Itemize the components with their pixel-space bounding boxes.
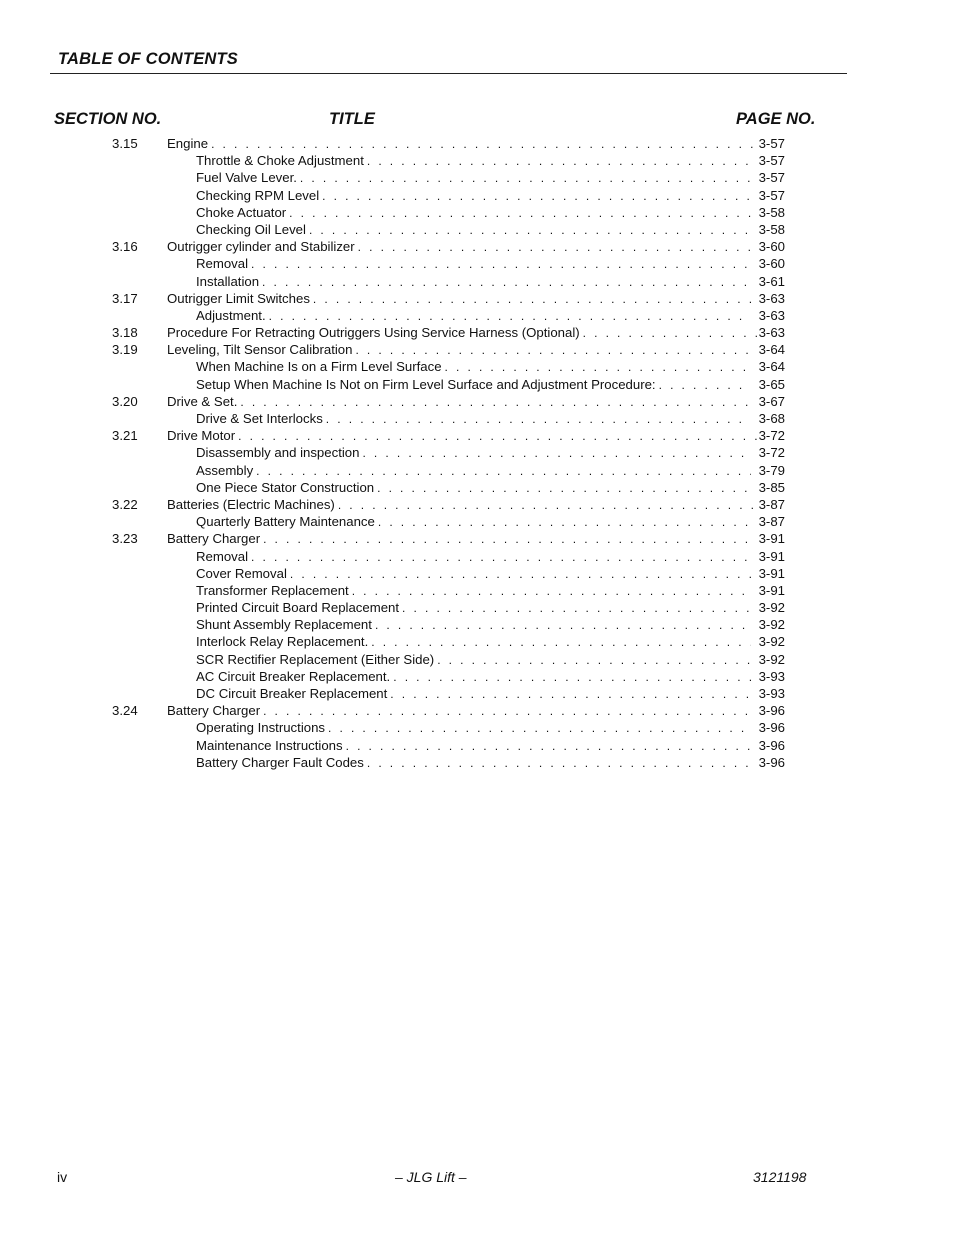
toc-entry-title: Interlock Relay Replacement.: [196, 634, 369, 650]
toc-list: [0, 135, 954, 771]
toc-subsection-row[interactable]: [0, 582, 954, 599]
toc-page-number: 3-87: [758, 496, 785, 512]
dot-leader: [263, 531, 757, 548]
toc-subsection-row[interactable]: [0, 685, 954, 702]
toc-subsection-row[interactable]: [0, 565, 954, 582]
dot-leader: [263, 703, 757, 720]
toc-subsection-row[interactable]: [0, 513, 954, 530]
toc-section-number: 3.22: [112, 496, 138, 512]
toc-subsection-row[interactable]: [0, 719, 954, 736]
dot-leader: [238, 428, 756, 445]
toc-entry-title: Leveling, Tilt Sensor Calibration: [167, 342, 353, 358]
toc-page-number: 3-96: [758, 720, 785, 736]
toc-entry: [196, 565, 785, 583]
column-header-title: TITLE: [329, 110, 375, 128]
dot-leader: [367, 755, 751, 772]
dot-leader: [346, 738, 751, 755]
toc-entry: [196, 187, 785, 205]
toc-entry-title: DC Circuit Breaker Replacement: [196, 686, 388, 701]
toc-page-number: 3-96: [758, 737, 785, 753]
toc-subsection-row[interactable]: [0, 273, 954, 290]
dot-leader: [300, 170, 751, 187]
toc-subsection-row[interactable]: [0, 599, 954, 616]
toc-entry: [167, 427, 785, 445]
dot-leader: [256, 463, 750, 480]
dot-leader: [262, 274, 751, 291]
toc-section-number: 3.17: [112, 290, 138, 306]
toc-entry: [196, 599, 785, 617]
toc-page-number: 3-64: [758, 342, 785, 358]
dot-leader: [367, 153, 751, 170]
dot-leader: [583, 325, 757, 342]
toc-entry: [196, 358, 785, 376]
toc-section-number: 3.20: [112, 393, 138, 409]
toc-entry-title: Installation: [196, 273, 260, 289]
toc-entry-title: Removal: [196, 256, 249, 272]
toc-entry: [196, 462, 785, 480]
toc-entry-title: Batteries (Electric Machines): [167, 496, 335, 512]
toc-entry: [196, 221, 785, 239]
dot-leader: [326, 411, 751, 428]
toc-entry: [167, 135, 785, 153]
dot-leader: [445, 359, 751, 376]
toc-entry-title: Setup When Machine Is Not on Firm Level Surface and Adjustment Procedure:: [196, 376, 656, 392]
toc-entry-title: Procedure For Retracting Outriggers Using Service Harness (Optional): [167, 325, 580, 341]
toc-section-row[interactable]: [0, 427, 954, 444]
toc-entry: [196, 479, 785, 497]
toc-subsection-row[interactable]: [0, 410, 954, 427]
toc-entry-title: Drive Motor: [167, 428, 236, 444]
toc-entry: [167, 530, 785, 548]
toc-subsection-row[interactable]: [0, 444, 954, 461]
toc-page-number: 3-91: [758, 548, 785, 564]
dot-leader: [371, 634, 750, 651]
toc-subsection-row[interactable]: [0, 548, 954, 565]
toc-entry: [196, 651, 785, 669]
dot-leader: [402, 600, 751, 617]
toc-section-row[interactable]: [0, 702, 954, 719]
toc-page-number: 3-63: [758, 290, 785, 306]
toc-section-row[interactable]: [0, 324, 954, 341]
footer-doc-number: 3121198: [753, 1169, 807, 1185]
toc-page-number: 3-93: [758, 668, 785, 684]
dot-leader: [358, 239, 757, 256]
toc-page-number: 3-72: [758, 445, 785, 461]
toc-page-number: 3-92: [758, 617, 785, 633]
column-header-section: SECTION NO.: [54, 110, 162, 128]
toc-section-number: 3.15: [112, 136, 138, 151]
header-rule: [50, 73, 847, 74]
dot-leader: [378, 514, 751, 531]
toc-page-number: 3-92: [758, 600, 785, 616]
toc-subsection-row[interactable]: [0, 307, 954, 324]
toc-page-number: 3-72: [758, 428, 785, 444]
toc-subsection-row[interactable]: [0, 462, 954, 479]
dot-leader: [290, 566, 751, 583]
toc-section-number: 3.16: [112, 239, 138, 255]
toc-entry-title: Battery Charger: [167, 531, 261, 547]
dot-leader: [240, 394, 756, 411]
toc-subsection-row[interactable]: [0, 633, 954, 650]
dot-leader: [251, 256, 751, 273]
toc-entry: [196, 633, 785, 651]
toc-page-number: 3-57: [758, 136, 785, 151]
dot-leader: [659, 377, 751, 394]
toc-subsection-row[interactable]: [0, 737, 954, 754]
toc-subsection-row[interactable]: [0, 668, 954, 685]
toc-section-row[interactable]: [0, 135, 954, 152]
toc-entry: [196, 376, 785, 394]
toc-page-number: 3-61: [758, 273, 785, 289]
toc-entry-title: Battery Charger Fault Codes: [196, 754, 364, 770]
toc-page-number: 3-92: [758, 634, 785, 650]
toc-subsection-row[interactable]: [0, 616, 954, 633]
toc-entry-title: Removal: [196, 548, 249, 564]
toc-subsection-row[interactable]: [0, 152, 954, 169]
dot-leader: [309, 222, 751, 239]
toc-entry: [196, 548, 785, 566]
toc-entry-title: Drive & Set.: [167, 393, 238, 409]
toc-page-number: 3-58: [758, 221, 785, 237]
toc-entry-title: Operating Instructions: [196, 720, 326, 736]
toc-entry-title: Maintenance Instructions: [196, 737, 343, 753]
toc-entry-title: Engine: [167, 136, 209, 151]
toc-page-number: 3-79: [758, 462, 785, 478]
toc-entry-title: Assembly: [196, 462, 254, 478]
toc-page-number: 3-64: [758, 359, 785, 375]
dot-leader: [390, 686, 750, 703]
toc-section-number: 3.21: [112, 428, 138, 444]
toc-section-number: 3.24: [112, 703, 138, 719]
toc-section-number: 3.18: [112, 325, 138, 341]
toc-entry: [167, 702, 785, 720]
toc-entry: [196, 582, 785, 600]
toc-page-number: 3-58: [758, 204, 785, 220]
toc-page-number: 3-96: [758, 703, 785, 719]
toc-entry: [196, 410, 785, 428]
toc-subsection-row[interactable]: [0, 255, 954, 272]
toc-entry-title: When Machine Is on a Firm Level Surface: [196, 359, 442, 375]
toc-page-number: 3-92: [758, 651, 785, 667]
toc-page-number: 3-91: [758, 531, 785, 547]
toc-page-number: 3-57: [758, 187, 785, 203]
toc-page-number: 3-85: [758, 479, 785, 495]
toc-section-number: 3.19: [112, 342, 138, 358]
toc-entry-title: Throttle & Choke Adjustment: [196, 153, 364, 169]
toc-entry: [167, 238, 785, 256]
toc-section-number: 3.23: [112, 531, 138, 547]
toc-entry: [196, 685, 785, 703]
dot-leader: [375, 617, 751, 634]
toc-page-number: 3-65: [758, 376, 785, 392]
toc-entry-title: Fuel Valve Lever.: [196, 170, 297, 186]
toc-subsection-row[interactable]: [0, 754, 954, 771]
toc-subsection-row[interactable]: [0, 204, 954, 221]
dot-leader: [377, 480, 750, 497]
footer-publisher: – JLG Lift –: [395, 1169, 467, 1185]
toc-entry: [196, 204, 785, 222]
dot-leader: [269, 308, 751, 325]
toc-subsection-row[interactable]: [0, 169, 954, 186]
toc-section-row[interactable]: [0, 290, 954, 307]
dot-leader: [355, 342, 756, 359]
toc-page-number: 3-57: [758, 153, 785, 169]
dot-leader: [352, 583, 751, 600]
page-header-title: TABLE OF CONTENTS: [58, 50, 239, 68]
toc-page-number: 3-91: [758, 582, 785, 598]
toc-entry: [196, 307, 785, 325]
dot-leader: [393, 669, 750, 686]
toc-entry: [167, 324, 785, 342]
dot-leader: [437, 652, 750, 669]
toc-page-number: 3-91: [758, 565, 785, 581]
toc-entry-title: Quarterly Battery Maintenance: [196, 514, 375, 530]
toc-page-number: 3-93: [758, 686, 785, 701]
toc-page-number: 3-68: [758, 411, 785, 426]
toc-section-row[interactable]: [0, 341, 954, 358]
toc-entry-title: AC Circuit Breaker Replacement.: [196, 668, 391, 684]
toc-entry: [196, 444, 785, 462]
toc-entry: [196, 754, 785, 772]
toc-entry-title: Cover Removal: [196, 565, 287, 581]
toc-subsection-row[interactable]: [0, 479, 954, 496]
toc-page-number: 3-63: [758, 307, 785, 323]
toc-entry: [196, 616, 785, 634]
toc-entry-title: Checking Oil Level: [196, 221, 306, 237]
toc-entry-title: Battery Charger: [167, 703, 261, 719]
toc-page-number: 3-67: [758, 393, 785, 409]
toc-entry: [196, 719, 785, 737]
toc-entry-title: Transformer Replacement: [196, 582, 349, 598]
toc-section-row[interactable]: [0, 393, 954, 410]
toc-entry: [167, 290, 785, 308]
toc-entry: [196, 273, 785, 291]
toc-entry: [196, 737, 785, 755]
toc-entry: [196, 169, 785, 187]
toc-page-number: 3-63: [758, 325, 785, 341]
dot-leader: [251, 549, 751, 566]
toc-entry: [196, 255, 785, 273]
toc-entry: [167, 496, 785, 514]
toc-subsection-row[interactable]: [0, 376, 954, 393]
dot-leader: [338, 497, 757, 514]
toc-entry: [196, 513, 785, 531]
toc-entry: [196, 668, 785, 686]
toc-entry-title: Printed Circuit Board Replacement: [196, 600, 400, 616]
toc-entry-title: One Piece Stator Construction: [196, 479, 375, 495]
toc-entry: [196, 152, 785, 170]
toc-entry-title: Disassembly and inspection: [196, 445, 360, 461]
toc-entry-title: SCR Rectifier Replacement (Either Side): [196, 651, 435, 667]
toc-subsection-row[interactable]: [0, 358, 954, 375]
dot-leader: [328, 720, 751, 737]
dot-leader: [362, 445, 750, 462]
toc-entry-title: Shunt Assembly Replacement: [196, 617, 372, 633]
toc-subsection-row[interactable]: [0, 187, 954, 204]
toc-section-row[interactable]: [0, 238, 954, 255]
toc-entry-title: Outrigger Limit Switches: [167, 290, 310, 306]
toc-entry: [167, 341, 785, 359]
toc-entry: [167, 393, 785, 411]
dot-leader: [322, 188, 750, 205]
footer-page-number: iv: [57, 1169, 68, 1185]
toc-entry-title: Outrigger cylinder and Stabilizer: [167, 239, 355, 255]
dot-leader: [289, 205, 750, 222]
toc-subsection-row[interactable]: [0, 221, 954, 238]
toc-page-number: 3-96: [758, 754, 785, 770]
toc-page-number: 3-60: [758, 256, 785, 272]
toc-section-row[interactable]: [0, 530, 954, 547]
toc-entry-title: Adjustment.: [196, 307, 266, 323]
toc-section-row[interactable]: [0, 496, 954, 513]
toc-page-number: 3-57: [758, 170, 785, 186]
toc-entry-title: Checking RPM Level: [196, 187, 320, 203]
toc-page-number: 3-60: [758, 239, 785, 255]
toc-entry-title: Drive & Set Interlocks: [196, 411, 323, 426]
toc-page-number: 3-87: [758, 514, 785, 530]
dot-leader: [211, 136, 757, 153]
column-header-page: PAGE NO.: [736, 110, 816, 128]
toc-subsection-row[interactable]: [0, 651, 954, 668]
toc-entry-title: Choke Actuator: [196, 204, 287, 220]
dot-leader: [313, 291, 757, 308]
